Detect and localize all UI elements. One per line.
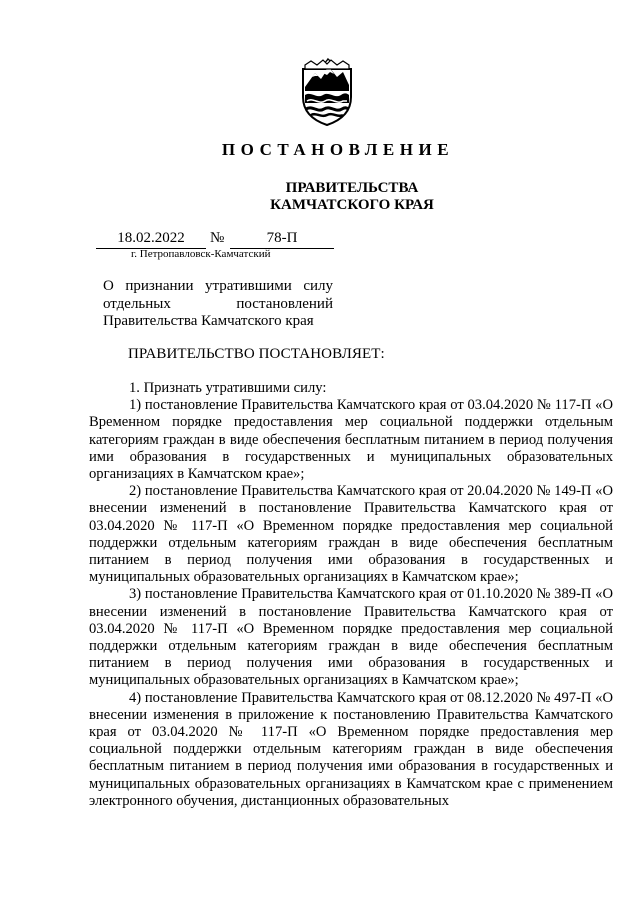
paragraph: 1) постановление Правительства Камчатского края от 03.04.2020 № 117-П «О Временном порядке предоставления мер социальной поддержки отдельным категориям граждан в виде обеспечения бесплатным питанием в период получения ими образования в государственных и муниципальных образовательных организациях в Камчатском крае»; [89, 397, 613, 483]
document-type-title: ПОСТАНОВЛЕНИЕ [221, 140, 455, 159]
issuer-line-1: ПРАВИТЕЛЬСТВА [285, 180, 419, 196]
paragraph: 2) постановление Правительства Камчатского края от 20.04.2020 № 149-П «О внесении изменений в постановление Правительства Камчатского края от 03.04.2020 № 117-П «О Временном порядке предоставления мер социальной поддержки отдельным категориям граждан в виде обеспечения бесплатным питанием в период получения ими образования в государственных и муниципальных образовательных организациях в Камчатском крае»; [89, 483, 613, 586]
document-number: 78-П [230, 229, 334, 249]
issuer-line-2: КАМЧАТСКОГО КРАЯ [270, 197, 434, 213]
document-date: 18.02.2022 [96, 229, 206, 249]
resolution-heading: ПРАВИТЕЛЬСТВО ПОСТАНОВЛЯЕТ: [128, 346, 385, 362]
city-name: г. Петропавловск-Камчатский [131, 248, 271, 260]
issuer-block [0, 180, 640, 214]
coat-of-arms-icon [297, 57, 357, 127]
document-body [89, 380, 613, 810]
document-subject: О признании утратившими силу отдельных постановлений Правительства Камчатского края [103, 278, 333, 329]
paragraph: 4) постановление Правительства Камчатского края от 08.12.2020 № 497-П «О внесении изменения в приложение к постановлению Правительства Камчатского края от 03.04.2020 № 117-П «О Временном порядке предоставления мер социальной поддержки отдельным категориям граждан в виде обеспечения бесплатным питанием в период получения ими образования в государственных и муниципальных образовательных организациях в Камчатском крае с применением электронного обучения, дистанционных образовательных [89, 689, 613, 809]
paragraph: 3) постановление Правительства Камчатского края от 01.10.2020 № 389-П «О внесении изменений в постановление Правительства Камчатского края от 03.04.2020 № 117-П «О Временном порядке предоставления мер социальной поддержки отдельным категориям граждан в виде обеспечения бесплатным питанием в период получения ими образования в государственных и муниципальных образовательных организациях в Камчатском крае»; [89, 586, 613, 689]
number-sign: № [210, 230, 225, 246]
paragraph: 1. Признать утратившими силу: [129, 380, 327, 396]
